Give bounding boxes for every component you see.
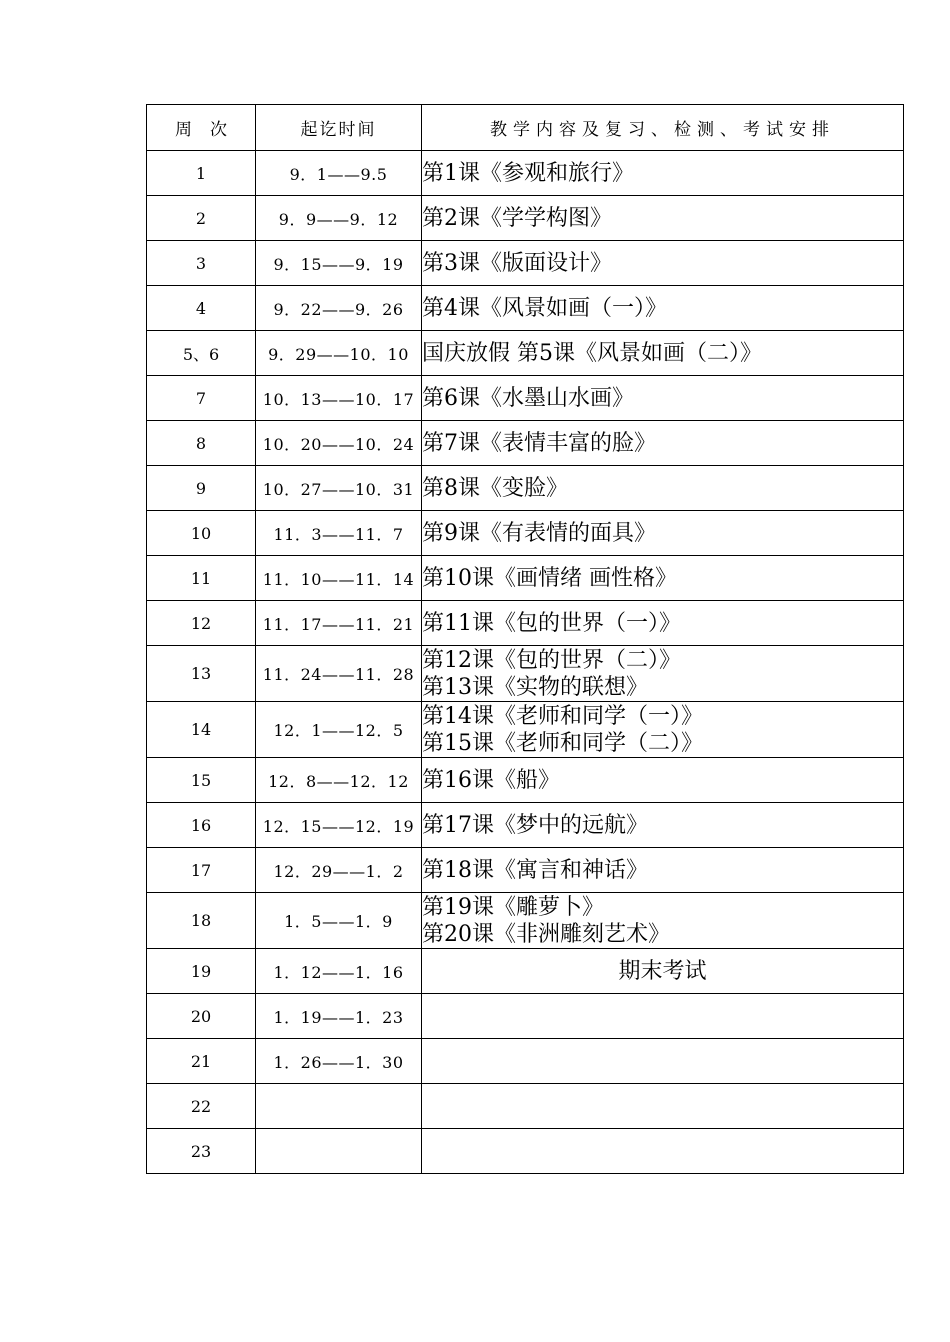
week-cell: 10: [147, 511, 256, 556]
table-row: [147, 949, 904, 994]
lesson-text: 第3课《版面设计》: [422, 250, 612, 276]
lesson-text: 第20课《非洲雕刻艺术》: [422, 921, 670, 947]
table-row: [147, 331, 904, 376]
week-cell: 13: [147, 646, 256, 702]
content-cell: [422, 1084, 904, 1129]
date-range-cell: [256, 1084, 422, 1129]
table-row: [147, 994, 904, 1039]
week-cell: 18: [147, 893, 256, 949]
date-range-cell: 11．24——11．28: [256, 646, 422, 702]
table-row: [147, 286, 904, 331]
date-range-cell: 11．17——11．21: [256, 601, 422, 646]
content-cell: [422, 893, 904, 949]
content-cell: [422, 949, 904, 994]
date-range-cell: 11．10——11．14: [256, 556, 422, 601]
week-cell: 12: [147, 601, 256, 646]
table-row: [147, 702, 904, 758]
lesson-text: 第18课《寓言和神话》: [422, 857, 648, 883]
week-cell: 20: [147, 994, 256, 1039]
date-range-cell: 9．29——10．10: [256, 331, 422, 376]
table-row: [147, 241, 904, 286]
date-range-cell: 11．3——11．7: [256, 511, 422, 556]
date-range-cell: 10．20——10．24: [256, 421, 422, 466]
week-cell: 22: [147, 1084, 256, 1129]
lesson-text: 第10课《画情绪 画性格》: [422, 565, 677, 591]
date-range-cell: 12．29——1．2: [256, 848, 422, 893]
date-range-cell: 10．27——10．31: [256, 466, 422, 511]
table-row: [147, 848, 904, 893]
table-row: [147, 421, 904, 466]
content-cell: [422, 758, 904, 803]
lesson-text: 第9课《有表情的面具》: [422, 520, 656, 546]
table-row: [147, 1129, 904, 1174]
week-cell: 14: [147, 702, 256, 758]
table-row: [147, 893, 904, 949]
content-cell: [422, 556, 904, 601]
week-cell: 8: [147, 421, 256, 466]
content-cell: [422, 848, 904, 893]
content-cell: [422, 196, 904, 241]
date-range-cell: 1．12——1．16: [256, 949, 422, 994]
lesson-text: 第12课《包的世界（二）》: [422, 647, 681, 673]
date-range-cell: 1．5——1．9: [256, 893, 422, 949]
week-cell: 17: [147, 848, 256, 893]
lesson-text: 第6课《水墨山水画》: [422, 385, 634, 411]
table-row: [147, 601, 904, 646]
date-range-cell: 12．15——12．19: [256, 803, 422, 848]
date-range-cell: 1．26——1．30: [256, 1039, 422, 1084]
lesson-text: 第17课《梦中的远航》: [422, 812, 648, 838]
content-cell: [422, 466, 904, 511]
week-cell: 16: [147, 803, 256, 848]
date-range-cell: 12．8——12．12: [256, 758, 422, 803]
week-cell: 2: [147, 196, 256, 241]
content-cell: [422, 803, 904, 848]
lesson-text: 第14课《老师和同学（一）》: [422, 703, 703, 729]
table-row: [147, 466, 904, 511]
content-cell: [422, 286, 904, 331]
content-cell: [422, 376, 904, 421]
date-range-cell: 9．22——9．26: [256, 286, 422, 331]
content-cell: [422, 1129, 904, 1174]
lesson-text: 第2课《学学构图》: [422, 205, 612, 231]
table-row: [147, 803, 904, 848]
table-row: [147, 151, 904, 196]
content-cell: [422, 646, 904, 702]
table-header-row: [147, 105, 904, 151]
week-cell: 15: [147, 758, 256, 803]
date-range-cell: 9．15——9．19: [256, 241, 422, 286]
content-cell: [422, 601, 904, 646]
content-cell: [422, 151, 904, 196]
week-cell: 9: [147, 466, 256, 511]
lesson-text: 第13课《实物的联想》: [422, 674, 648, 700]
content-cell: [422, 241, 904, 286]
week-cell: 5、6: [147, 331, 256, 376]
content-cell: [422, 1039, 904, 1084]
table-row: [147, 376, 904, 421]
table-row: [147, 556, 904, 601]
week-cell: 11: [147, 556, 256, 601]
lesson-text: 第16课《船》: [422, 767, 560, 793]
lesson-text: 第8课《变脸》: [422, 475, 568, 501]
table-row: [147, 511, 904, 556]
lesson-text: 第19课《雕萝卜》: [422, 894, 604, 920]
week-cell: 21: [147, 1039, 256, 1084]
header-dates: 起讫时间: [256, 105, 422, 151]
lesson-text: 第15课《老师和同学（二）》: [422, 730, 703, 756]
table-row: [147, 646, 904, 702]
lesson-text: 期末考试: [618, 958, 707, 984]
content-cell: [422, 511, 904, 556]
week-cell: 19: [147, 949, 256, 994]
lesson-text: 第7课《表情丰富的脸》: [422, 430, 656, 456]
week-cell: 1: [147, 151, 256, 196]
table-row: [147, 1084, 904, 1129]
date-range-cell: 12．1——12．5: [256, 702, 422, 758]
header-week: 周次: [147, 105, 256, 151]
date-range-cell: [256, 1129, 422, 1174]
week-cell: 3: [147, 241, 256, 286]
content-cell: [422, 702, 904, 758]
week-cell: 23: [147, 1129, 256, 1174]
content-cell: [422, 421, 904, 466]
date-range-cell: 1．19——1．23: [256, 994, 422, 1039]
lesson-text: 第11课《包的世界（一）》: [422, 610, 681, 636]
content-cell: [422, 994, 904, 1039]
header-content: 教学内容及复习、检测、考试安排: [422, 105, 904, 151]
teaching-schedule-table: [146, 104, 904, 1174]
lesson-text: 第1课《参观和旅行》: [422, 160, 634, 186]
table-row: [147, 196, 904, 241]
date-range-cell: 9．1——9.5: [256, 151, 422, 196]
date-range-cell: 9．9——9．12: [256, 196, 422, 241]
content-cell: [422, 331, 904, 376]
table-row: [147, 1039, 904, 1084]
table-body: [147, 151, 904, 1174]
date-range-cell: 10．13——10．17: [256, 376, 422, 421]
week-cell: 4: [147, 286, 256, 331]
table-row: [147, 758, 904, 803]
lesson-text: 第4课《风景如画（一）》: [422, 295, 667, 321]
week-cell: 7: [147, 376, 256, 421]
lesson-text: 国庆放假 第5课《风景如画（二）》: [422, 340, 762, 366]
